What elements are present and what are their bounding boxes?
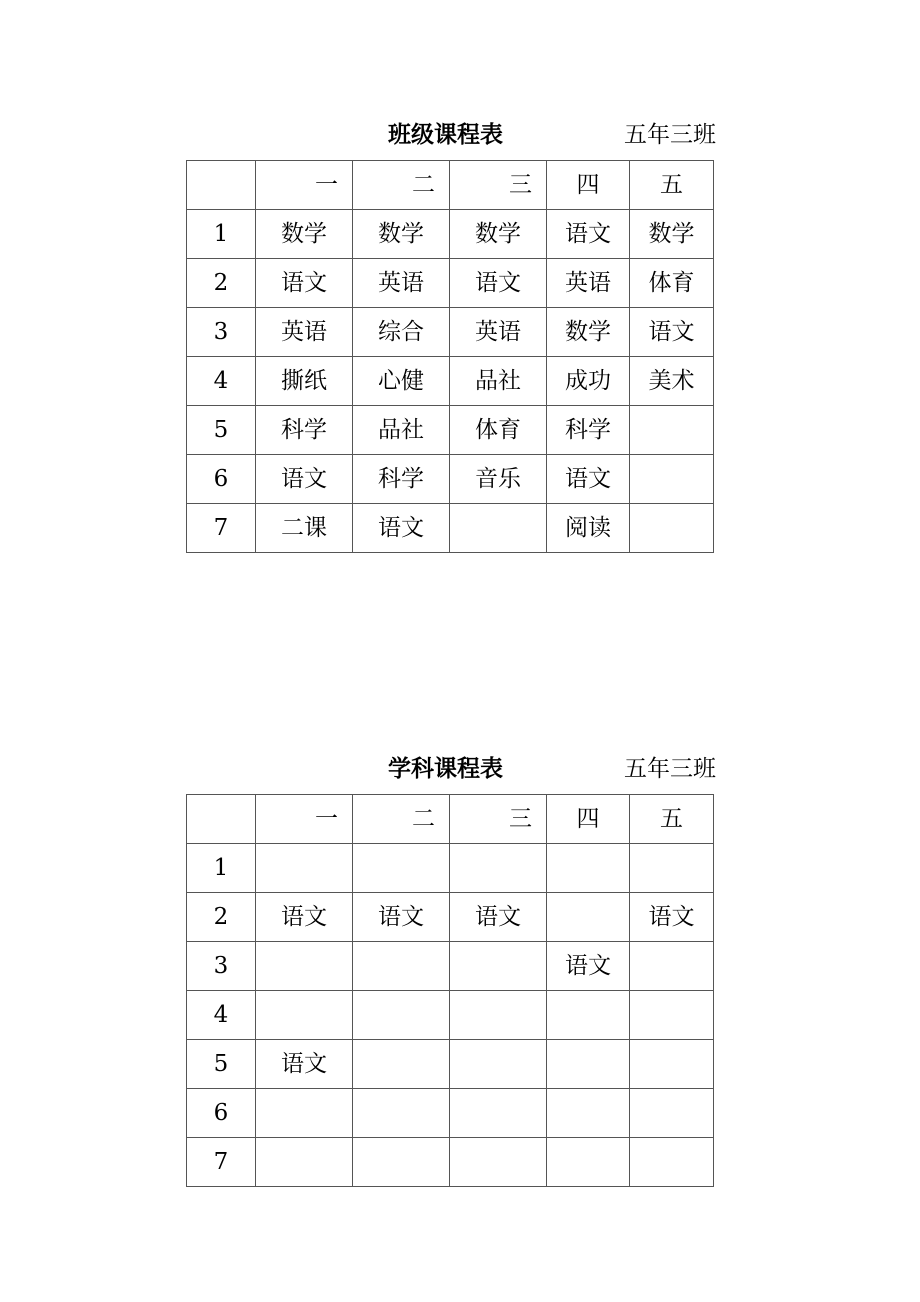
subject-schedule-class-label: 五年三班 [624, 756, 716, 782]
table-row [187, 357, 714, 406]
subject-cell [256, 844, 353, 893]
subject-cell [547, 1138, 630, 1187]
subject-cell: 科学 [547, 406, 630, 455]
table-row [187, 504, 714, 553]
day-header: 三 [450, 795, 547, 844]
table-row [187, 1089, 714, 1138]
table-row [187, 406, 714, 455]
subject-cell [630, 504, 714, 553]
subject-cell [450, 504, 547, 553]
subject-cell: 体育 [630, 259, 714, 308]
subject-cell: 语文 [256, 1040, 353, 1089]
subject-cell: 品社 [353, 406, 450, 455]
subject-cell [256, 991, 353, 1040]
period-number: 3 [187, 308, 256, 357]
day-header: 一 [256, 161, 353, 210]
subject-cell [630, 455, 714, 504]
subject-cell: 品社 [450, 357, 547, 406]
subject-schedule-title: 学科课程表 [388, 755, 503, 782]
subject-cell [353, 991, 450, 1040]
subject-cell: 数学 [256, 210, 353, 259]
subject-cell [256, 1089, 353, 1138]
subject-cell [630, 1138, 714, 1187]
subject-cell: 语文 [256, 893, 353, 942]
subject-cell: 阅读 [547, 504, 630, 553]
subject-cell [450, 844, 547, 893]
table-row [187, 1138, 714, 1187]
subject-cell: 语文 [630, 893, 714, 942]
period-number: 1 [187, 844, 256, 893]
subject-cell [630, 406, 714, 455]
subject-cell: 英语 [256, 308, 353, 357]
subject-cell: 语文 [256, 259, 353, 308]
subject-cell [547, 1089, 630, 1138]
table-row [187, 844, 714, 893]
subject-cell [630, 1089, 714, 1138]
subject-cell: 语文 [353, 893, 450, 942]
subject-cell: 语文 [450, 259, 547, 308]
subject-cell: 数学 [450, 210, 547, 259]
subject-cell: 英语 [547, 259, 630, 308]
subject-cell [353, 844, 450, 893]
subject-cell [450, 942, 547, 991]
period-number: 7 [187, 1138, 256, 1187]
day-header: 五 [630, 161, 714, 210]
period-number: 2 [187, 893, 256, 942]
subject-cell [547, 1040, 630, 1089]
subject-cell: 数学 [353, 210, 450, 259]
subject-cell [450, 1089, 547, 1138]
subject-cell: 语文 [256, 455, 353, 504]
class-schedule-class-label: 五年三班 [624, 122, 716, 148]
period-number: 5 [187, 1040, 256, 1089]
subject-cell: 音乐 [450, 455, 547, 504]
subject-cell: 成功 [547, 357, 630, 406]
subject-cell [353, 1040, 450, 1089]
subject-cell [450, 991, 547, 1040]
day-header: 四 [547, 795, 630, 844]
subject-cell [630, 844, 714, 893]
table-row [187, 210, 714, 259]
table-row [187, 893, 714, 942]
subject-cell: 英语 [450, 308, 547, 357]
day-header: 一 [256, 795, 353, 844]
subject-cell [353, 942, 450, 991]
period-number: 4 [187, 991, 256, 1040]
subject-cell: 数学 [547, 308, 630, 357]
table-row [187, 308, 714, 357]
table-row [187, 991, 714, 1040]
corner-cell [187, 795, 256, 844]
subject-cell [450, 1138, 547, 1187]
subject-cell [630, 991, 714, 1040]
subject-cell: 科学 [256, 406, 353, 455]
subject-schedule-table [186, 794, 714, 1187]
subject-cell: 二课 [256, 504, 353, 553]
period-number: 2 [187, 259, 256, 308]
table-row [187, 259, 714, 308]
subject-cell [353, 1089, 450, 1138]
subject-cell: 语文 [353, 504, 450, 553]
subject-cell [256, 942, 353, 991]
subject-cell: 美术 [630, 357, 714, 406]
period-number: 6 [187, 1089, 256, 1138]
subject-cell [630, 1040, 714, 1089]
subject-cell: 语文 [450, 893, 547, 942]
day-header: 四 [547, 161, 630, 210]
table-row [187, 455, 714, 504]
table-header-row [187, 795, 714, 844]
subject-cell: 语文 [547, 210, 630, 259]
subject-cell [630, 942, 714, 991]
subject-cell [353, 1138, 450, 1187]
table-header-row [187, 161, 714, 210]
day-header: 五 [630, 795, 714, 844]
class-schedule-table [186, 160, 714, 553]
period-number: 4 [187, 357, 256, 406]
day-header: 二 [353, 795, 450, 844]
subject-cell: 心健 [353, 357, 450, 406]
subject-cell: 语文 [630, 308, 714, 357]
class-schedule-title: 班级课程表 [388, 121, 503, 148]
subject-cell: 体育 [450, 406, 547, 455]
subject-cell: 数学 [630, 210, 714, 259]
period-number: 7 [187, 504, 256, 553]
period-number: 6 [187, 455, 256, 504]
subject-cell: 语文 [547, 942, 630, 991]
day-header: 二 [353, 161, 450, 210]
subject-cell [547, 893, 630, 942]
subject-cell: 综合 [353, 308, 450, 357]
subject-cell: 科学 [353, 455, 450, 504]
corner-cell [187, 161, 256, 210]
subject-cell [547, 991, 630, 1040]
day-header: 三 [450, 161, 547, 210]
table-row [187, 1040, 714, 1089]
period-number: 3 [187, 942, 256, 991]
subject-cell: 英语 [353, 259, 450, 308]
subject-cell [547, 844, 630, 893]
period-number: 1 [187, 210, 256, 259]
subject-cell: 撕纸 [256, 357, 353, 406]
subject-cell: 语文 [547, 455, 630, 504]
table-row [187, 942, 714, 991]
subject-cell [256, 1138, 353, 1187]
period-number: 5 [187, 406, 256, 455]
subject-cell [450, 1040, 547, 1089]
